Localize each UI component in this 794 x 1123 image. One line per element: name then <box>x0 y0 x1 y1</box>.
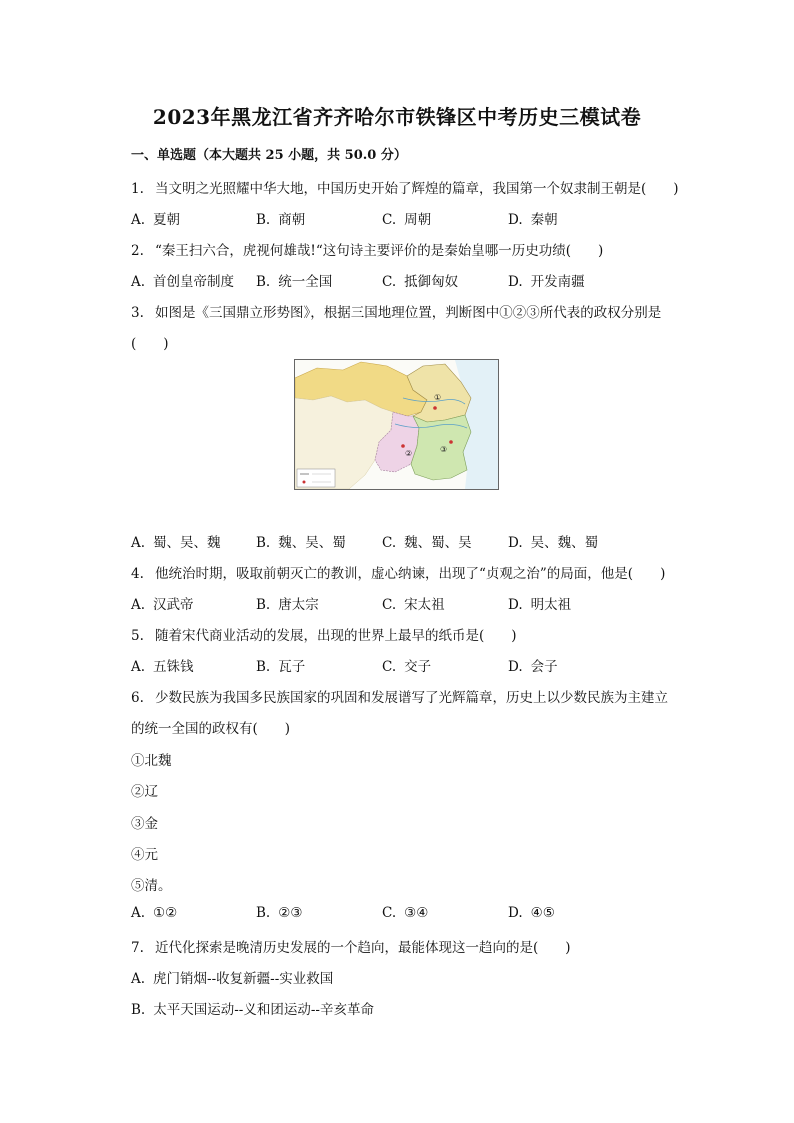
map-label-2: ② <box>405 449 413 458</box>
question-1 <box>131 177 679 197</box>
question-6 <box>131 686 668 706</box>
question-text: 当文明之光照耀中华大地，中国历史开始了辉煌的篇章，我国第一个奴隶制王朝是( ) <box>155 181 679 197</box>
option-4a: A. 汉武帝 <box>131 597 194 613</box>
question-text: “秦王扫六合，虎视何雄哉!“这句诗主要评价的是秦始皇哪一历史功绩( ) <box>155 243 604 259</box>
option-5b: B. 瓦子 <box>256 659 306 675</box>
option-4c: C. 宋太祖 <box>382 597 445 613</box>
option-1b: B. 商朝 <box>256 212 306 228</box>
map-figure <box>295 360 498 489</box>
question-number: 5. <box>131 628 144 644</box>
option-6b: B. ②③ <box>256 905 303 921</box>
option-7a: A. 虎门销烟--收复新疆--实业救国 <box>131 971 334 987</box>
question-4 <box>131 562 665 582</box>
option-6c: C. ③④ <box>382 905 429 921</box>
question-text: 少数民族为我国多民族国家的巩固和发展谱写了光辉篇章，历史上以少数民族为主建立 <box>155 690 668 706</box>
option-3a: A. 蜀、吴、魏 <box>131 535 221 551</box>
option-6a: A. ①② <box>131 905 178 921</box>
option-4b: B. 唐太宗 <box>256 597 319 613</box>
option-6d: D. ④⑤ <box>508 905 555 921</box>
option-3d: D. 吴、魏、蜀 <box>508 535 599 551</box>
question-3-continued: ( ) <box>131 336 169 352</box>
statement-item: ③金 <box>131 816 158 832</box>
question-2 <box>131 239 603 259</box>
option-7b: B. 太平天国运动--义和团运动--辛亥革命 <box>131 1002 374 1018</box>
question-text: 他统治时期，吸取前朝灭亡的教训，虚心纳谏，出现了“贞观之治”的局面，他是( ) <box>155 566 666 582</box>
option-2d: D. 开发南疆 <box>508 274 585 290</box>
question-number: 7. <box>131 940 144 956</box>
option-5a: A. 五铢钱 <box>131 659 194 675</box>
question-text: 如图是《三国鼎立形势图》，根据三国地理位置，判断图中①②③所代表的政权分别是 <box>155 305 662 321</box>
page-title: 2023年黑龙江省齐齐哈尔市铁锋区中考历史三模试卷 <box>152 105 642 129</box>
statement-item: ⑤清。 <box>131 878 172 894</box>
map-label-3: ③ <box>440 445 448 454</box>
question-text: 随着宋代商业活动的发展，出现的世界上最早的纸币是( ) <box>155 628 517 644</box>
statement-item: ②辽 <box>131 784 158 800</box>
option-5d: D. 会子 <box>508 659 558 675</box>
question-number: 4. <box>131 566 144 582</box>
question-number: 6. <box>131 690 144 706</box>
question-text: 近代化探索是晚清历史发展的一个趋向，最能体现这一趋向的是( ) <box>155 940 571 956</box>
map-label-1: ① <box>434 393 442 402</box>
option-4d: D. 明太祖 <box>508 597 572 613</box>
option-1d: D. 秦朝 <box>508 212 558 228</box>
statement-item: ①北魏 <box>131 753 172 769</box>
option-2c: C. 抵御匈奴 <box>382 274 459 290</box>
option-2b: B. 统一全国 <box>256 274 333 290</box>
option-5c: C. 交子 <box>382 659 432 675</box>
question-3 <box>131 301 661 321</box>
question-number: 3. <box>131 305 144 321</box>
option-3b: B. 魏、吴、蜀 <box>256 535 346 551</box>
option-1a: A. 夏朝 <box>131 212 181 228</box>
question-7 <box>131 936 571 956</box>
question-5 <box>131 624 517 644</box>
option-2a: A. 首创皇帝制度 <box>131 274 235 290</box>
three-kingdoms-map <box>294 359 499 490</box>
question-6-continued: 的统一全国的政权有( ) <box>131 721 291 737</box>
statement-item: ④元 <box>131 847 158 863</box>
section-heading: 一、单选题（本大题共 25 小题，共 50.0 分） <box>131 148 407 163</box>
option-3c: C. 魏、蜀、吴 <box>382 535 472 551</box>
option-1c: C. 周朝 <box>382 212 432 228</box>
question-number: 2. <box>131 243 144 259</box>
question-number: 1. <box>131 181 144 197</box>
